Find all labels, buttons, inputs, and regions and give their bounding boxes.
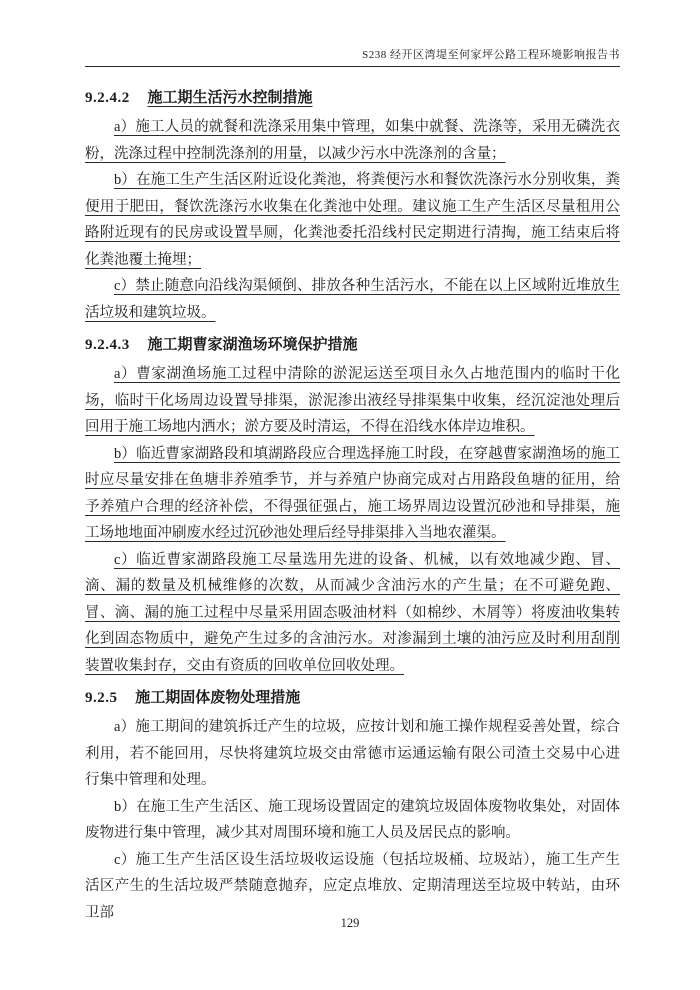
paragraph-c: c）禁止随意向沿线沟渠倾倒、排放各种生活污水，不能在以上区域附近堆放生活垃圾和建筑垃圾。 — [85, 278, 620, 321]
paragraph-c: c）临近曹家湖路段施工尽量选用先进的设备、机械，以有效地减少跑、冒、滴、漏的数量及机械维修的次数，从而减少含油污水的产生量；在不可避免跑、冒、滴、漏的施工过程中尽量采用固态吸油材料（如棉纱、木屑等）将废油收集转化到固态物质中，避免产生过多的含油污水。对渗漏到土壤的油污应及时利用刮削装置收集封存，交由有资质的回收单位回收处理。 — [85, 551, 620, 674]
paragraph-b: b）在施工生产生活区、施工现场设置固定的建筑垃圾固体废物收集处，对固体废物进行集中管理，减少其对周围环境和施工人员及居民点的影响。 — [85, 798, 620, 841]
document-content — [85, 85, 620, 926]
paragraph-c: c）施工生产生活区设生活垃圾收运设施（包括垃圾桶、垃圾站），施工生产生活区产生的生活垃圾严禁随意抛弃，应定点堆放、定期清理送至垃圾中转站，由环卫部 — [85, 851, 620, 921]
section-heading-9-2-5 — [85, 685, 620, 712]
report-title: S238 经开区湾堤至何家坪公路工程环境影响报告书 — [362, 49, 620, 61]
section-title: 施工期曹家湖渔场环境保护措施 — [147, 337, 358, 353]
section-number: 9.2.5 — [85, 690, 118, 706]
paragraph-b: b）临近曹家湖路段和填湖路段应合理选择施工时段，在穿越曹家湖渔场的施工时应尽量安排在鱼塘非养殖季节，并与养殖户协商完成对占用路段鱼塘的征用，给予养殖户合理的经济补偿，不得强征强占，施工场界周边设置沉砂池和导排渠，施工场地地面冲刷废水经过沉砂池处理后经导排渠排入当地农灌渠。 — [85, 445, 620, 541]
section-title: 施工期固体废物处理措施 — [135, 690, 301, 706]
paragraph-a: a）施工人员的就餐和洗涤采用集中管理，如集中就餐、洗涤等，采用无磷洗衣粉，洗涤过程中控制洗涤剂的用量，以减少污水中洗涤剂的含量； — [85, 119, 620, 162]
paragraph-a: a）施工期间的建筑拆迁产生的垃圾，应按计划和施工操作规程妥善处置，综合利用，若不能回用，尽快将建筑垃圾交由常德市运通运输有限公司渣土交易中心进行集中管理和处理。 — [85, 719, 620, 788]
section-title: 施工期生活污水控制措施 — [147, 90, 313, 106]
header-rule — [85, 66, 620, 67]
section-number: 9.2.4.2 — [85, 90, 130, 106]
section-number: 9.2.4.3 — [85, 337, 130, 353]
section-heading-9-2-4-3 — [85, 332, 620, 359]
paragraph-b: b）在施工生产生活区附近设化粪池，将粪便污水和餐饮洗涤污水分别收集，粪便用于肥田，餐饮洗涤污水收集在化粪池中处理。建议施工生产生活区尽量租用公路附近现有的民房或设置旱厕，化粪池委托沿线村民定期进行清掏，施工结束后将化粪池覆土掩埋； — [85, 172, 620, 268]
section-heading-9-2-4-2 — [85, 85, 620, 112]
paragraph-a: a）曹家湖渔场施工过程中清除的淤泥运送至项目永久占地范围内的临时干化场，临时干化场周边设置导排渠，淤泥渗出液经导排渠集中收集，经沉淀池处理后回用于施工场地内洒水；淤方要及时清运，不得在沿线水体岸边堆积。 — [85, 366, 620, 435]
page-number: 129 — [340, 916, 360, 930]
page-header — [85, 46, 620, 66]
